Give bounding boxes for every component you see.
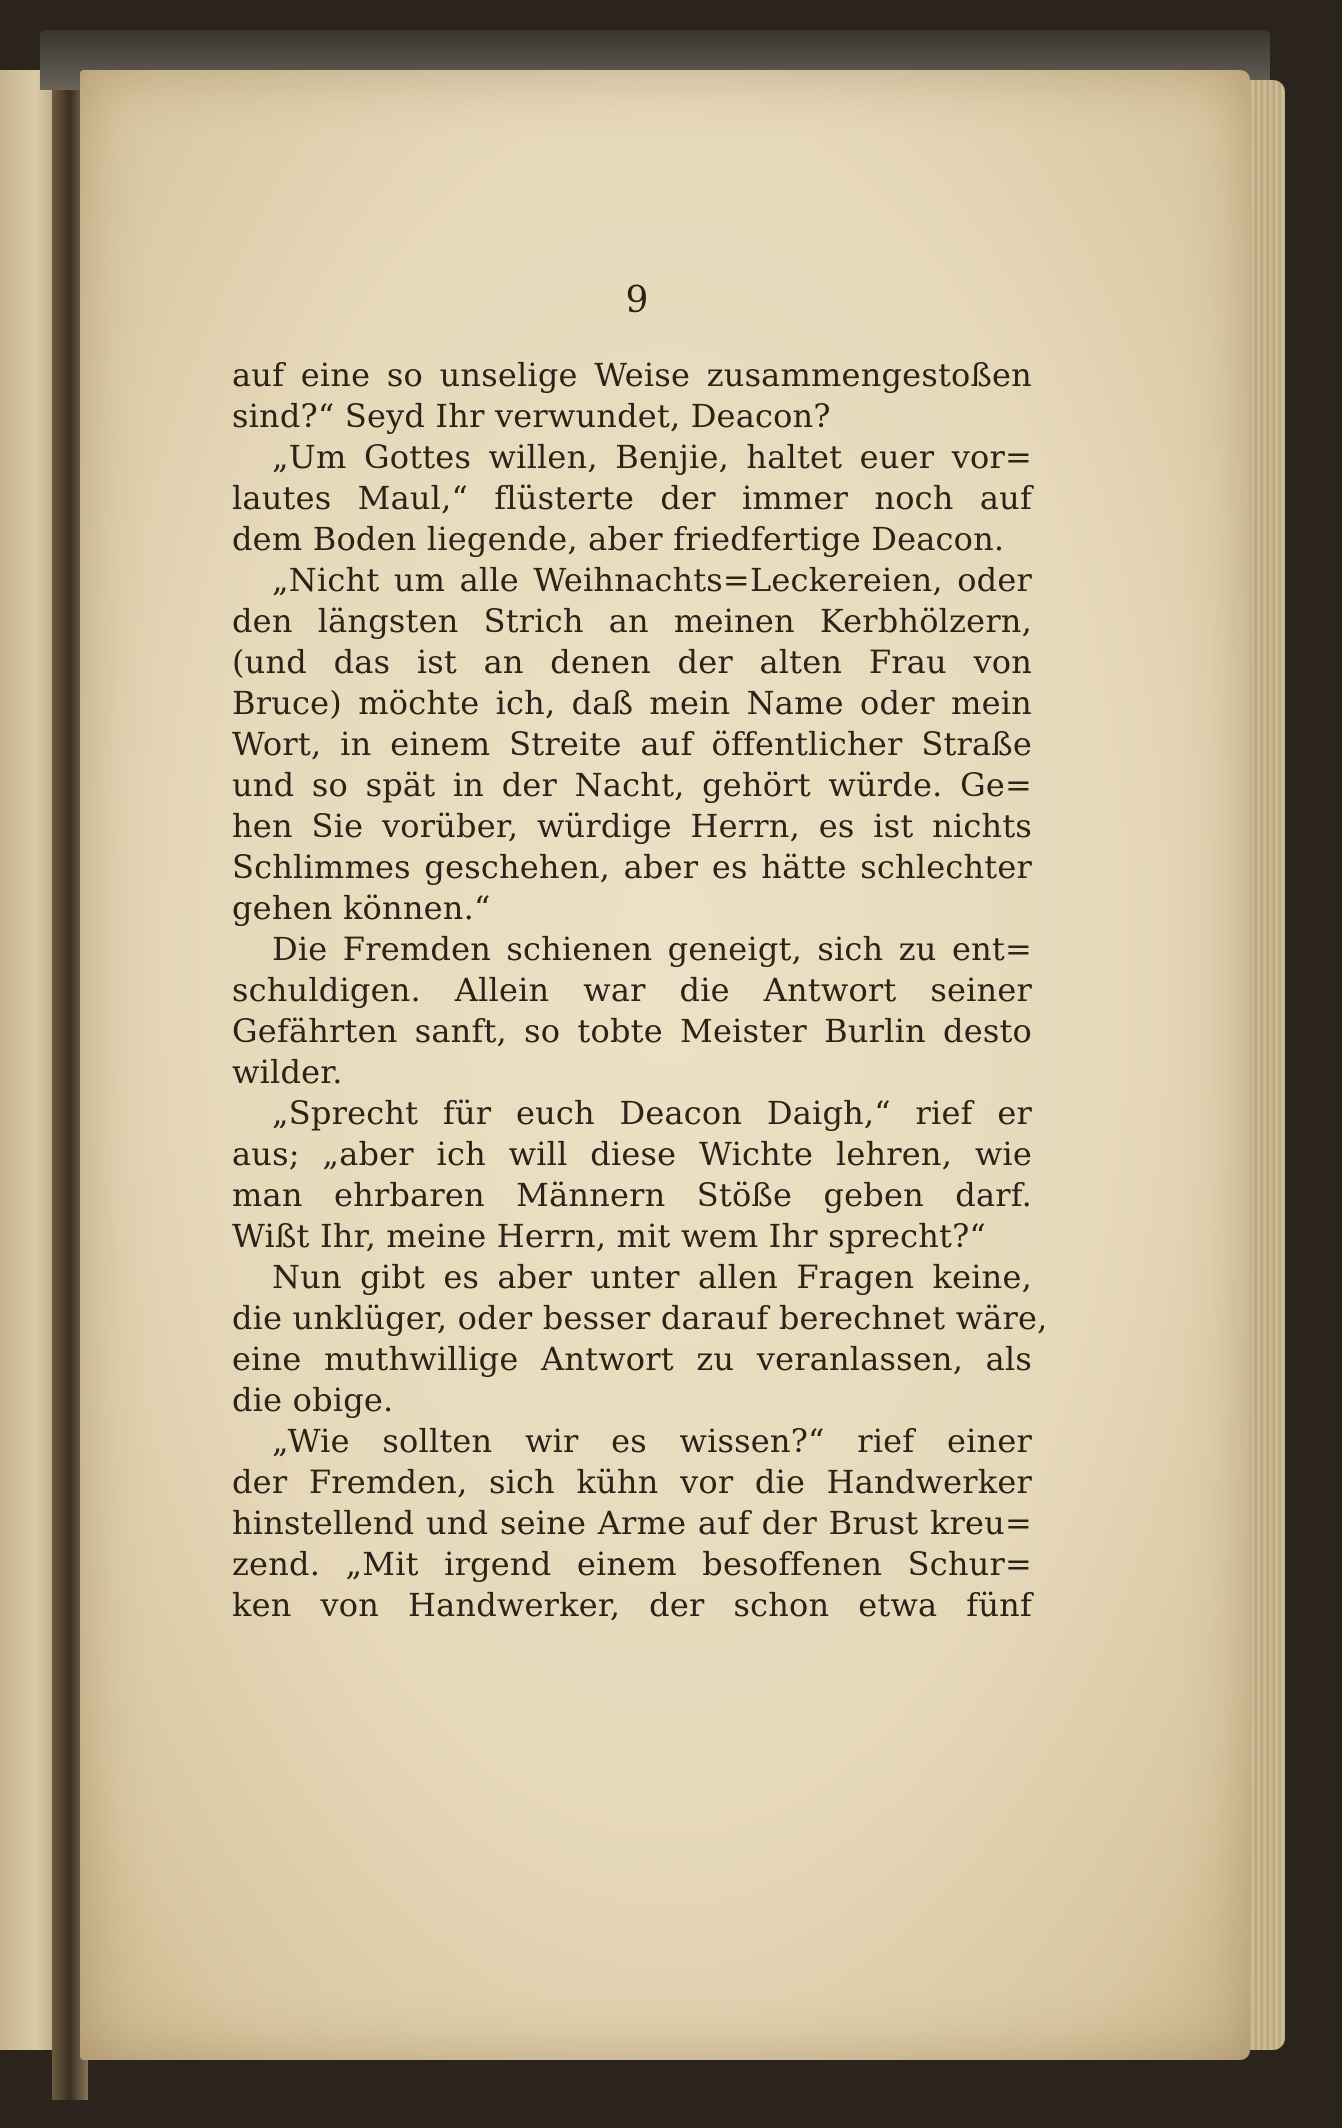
text-line: hinstellend und seine Arme auf der Brust kreu= xyxy=(232,1504,1032,1542)
text-line: Nun gibt es aber unter allen Fragen keine, xyxy=(272,1258,1032,1296)
text-line: den längsten Strich an meinen Kerbhölzern, xyxy=(232,602,1032,640)
text-line: „Sprecht für euch Deacon Daigh,“ rief er xyxy=(272,1094,1032,1132)
text-line: „Wie sollten wir es wissen?“ rief einer xyxy=(272,1422,1032,1460)
text-line: dem Boden liegende, aber friedfertige Deacon. xyxy=(232,520,1005,558)
text-line: zend. „Mit irgend einem besoffenen Schur= xyxy=(232,1545,1032,1583)
text-line: hen Sie vorüber, würdige Herrn, es ist nichts xyxy=(232,807,1032,845)
text-line: wilder. xyxy=(232,1053,343,1091)
text-line: Wort, in einem Streite auf öffentlicher Straße xyxy=(232,725,1032,763)
text-line: die unklüger, oder besser darauf berechnet wäre, xyxy=(232,1299,1048,1337)
text-line: der Fremden, sich kühn vor die Handwerker xyxy=(232,1463,1032,1501)
text-line: auf eine so unselige Weise zusammengestoßen xyxy=(232,356,1032,394)
text-line: Die Fremden schienen geneigt, sich zu ent= xyxy=(272,930,1032,968)
text-line: „Um Gottes willen, Benjie, haltet euer vor= xyxy=(272,438,1032,476)
page-number: 9 xyxy=(625,280,649,321)
text-line: eine muthwillige Antwort zu veranlassen, als xyxy=(232,1340,1032,1378)
text-line: schuldigen. Allein war die Antwort seiner xyxy=(232,971,1032,1009)
text-line: man ehrbaren Männern Stöße geben darf. xyxy=(232,1176,1032,1214)
text-line: und so spät in der Nacht, gehört würde. Ge= xyxy=(232,766,1032,804)
text-line: gehen können.“ xyxy=(232,889,491,927)
text-line: Schlimmes geschehen, aber es hätte schlechter xyxy=(232,848,1032,886)
text-line: sind?“ Seyd Ihr verwundet, Deacon? xyxy=(232,397,831,435)
text-line: Wißt Ihr, meine Herrn, mit wem Ihr sprecht?“ xyxy=(232,1217,986,1255)
text-line: die obige. xyxy=(232,1381,394,1419)
text-line: Gefährten sanft, so tobte Meister Burlin desto xyxy=(232,1012,1032,1050)
previous-page-edge xyxy=(0,70,60,2050)
text-line: „Nicht um alle Weihnachts=Leckereien, oder xyxy=(272,561,1032,599)
text-line: lautes Maul,“ flüsterte der immer noch auf xyxy=(232,479,1032,517)
text-line: aus; „aber ich will diese Wichte lehren, wie xyxy=(232,1135,1032,1173)
text-line: ken von Handwerker, der schon etwa fünf xyxy=(232,1586,1032,1624)
page-text xyxy=(232,355,1048,1626)
text-line: (und das ist an denen der alten Frau von xyxy=(232,643,1032,681)
text-line: Bruce) möchte ich, daß mein Name oder mein xyxy=(232,684,1032,722)
